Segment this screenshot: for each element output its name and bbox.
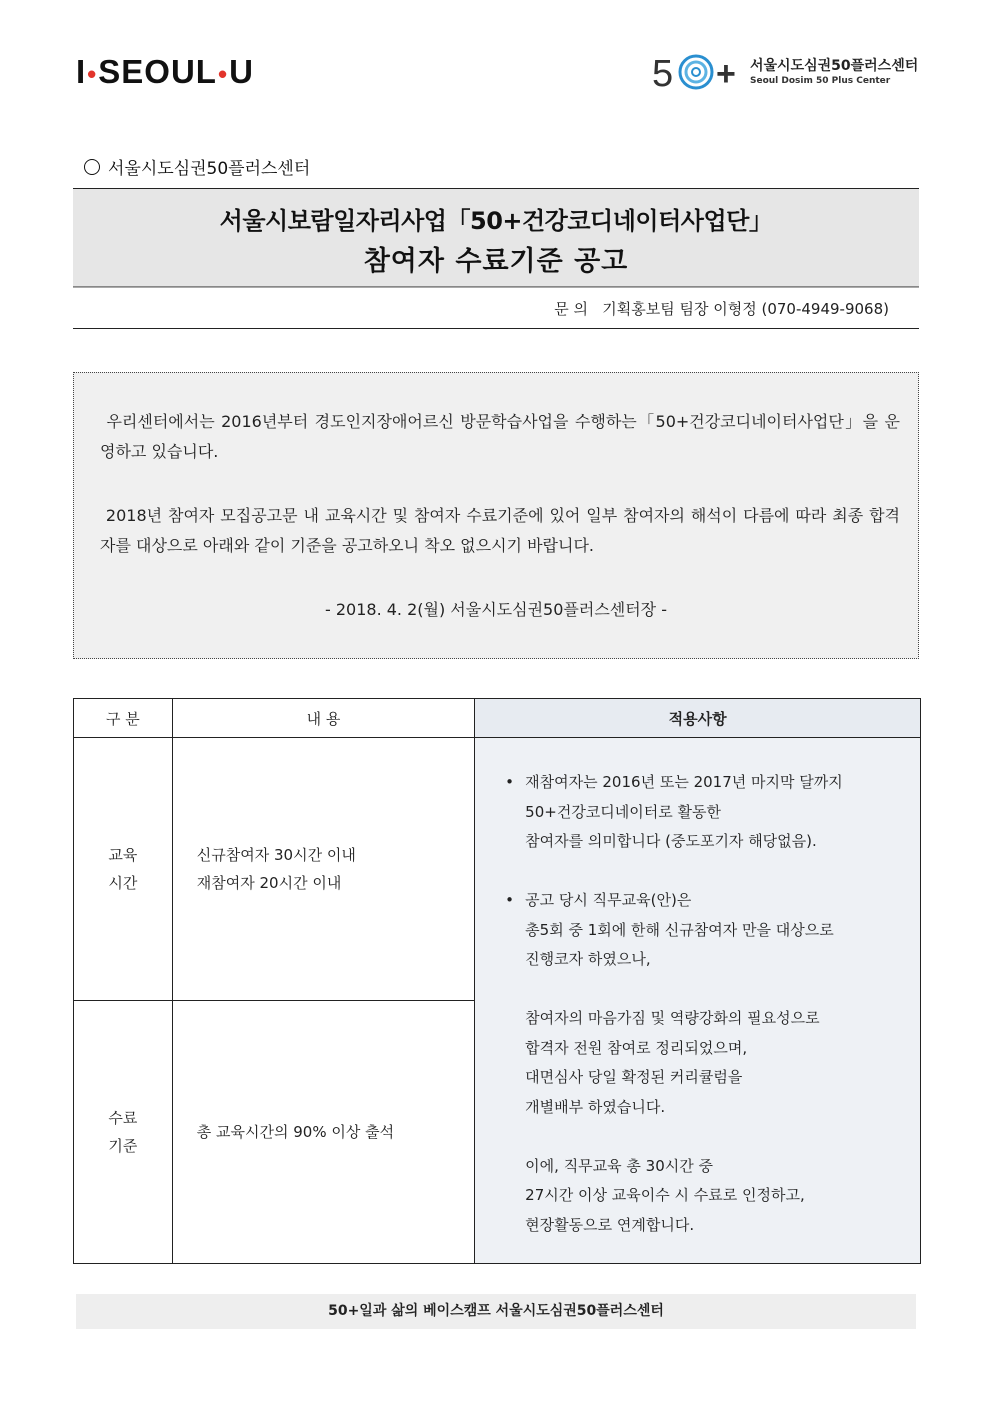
table-header-row [74,699,921,738]
category-text: 수료 [108,1109,138,1127]
logo-part-i: I [76,53,87,90]
content-cell [172,738,474,1001]
bullet-icon: • [505,891,515,909]
inquiry-contact: 문 의 기획홍보팀 팀장 이형정 (070-4949-9068) [554,300,889,318]
svg-text:5: 5 [652,53,674,94]
category-text: 교육 [108,846,138,864]
title-line-1: 서울시보람일자리사업「50+건강코디네이터사업단」 [219,207,773,235]
bullet-icon: • [505,773,515,791]
footer-tagline: 50+일과 삶의 베이스캠프 서울시도심권50플러스센터 [76,1294,916,1329]
list-item [505,1004,920,1122]
logo-dot-icon: • [87,59,98,90]
apply-line: 개별배부 하였습니다. [525,1097,666,1116]
apply-line: 참여자의 마음가짐 및 역량강화의 필요성으로 [525,1009,820,1027]
title-box [73,188,919,287]
apply-line: 참여자를 의미합니다 (중도포기자 해당없음). [525,832,817,850]
header-content: 내 용 [172,699,474,738]
center-name-ko: 서울시도심권50플러스센터 [750,58,919,74]
logo-part-u: U [229,53,254,90]
list-item [505,768,920,857]
apply-line: 재참여자는 2016년 또는 2017년 마지막 달까지 [525,773,843,791]
apply-line: 총5회 중 1회에 한해 신규참여자 만을 대상으로 [525,920,834,939]
apply-line: 27시간 이상 교육이수 시 수료로 인정하고, [525,1186,805,1204]
apply-line: 50+건강코디네이터로 활동한 [525,802,721,821]
criteria-table [73,698,921,1264]
content-cell [172,1001,474,1264]
apply-cell [475,738,921,1264]
content-text: 총 교육시간의 90% 이상 출석 [196,1123,395,1141]
category-text: 시간 [108,874,138,892]
center-name-en: Seoul Dosim 50 Plus Center [750,76,891,86]
svg-text:+: + [716,55,736,93]
apply-line: 합격자 전원 참여로 정리되었으며, [525,1038,748,1057]
logo-dot-icon: • [217,59,229,90]
content-text: 재참여자 20시간 이내 [196,874,342,892]
fifty-plus-logo-icon [652,50,744,94]
category-cell [74,1001,173,1264]
notice-box [73,372,919,659]
inquiry-row [73,287,919,329]
apply-line: 공고 당시 직무교육(안)은 [525,891,692,909]
content-text: 신규참여자 30시간 이내 [196,846,356,864]
logo-part-seoul: SEOUL [98,53,217,90]
apply-line: 진행코자 하였으나, [525,950,651,968]
notice-signature: - 2018. 4. 2(월) 서울시도심권50플러스센터장 - [325,600,667,619]
header-apply: 적용사항 [475,699,921,738]
list-item [505,886,920,975]
table-row [74,738,921,1001]
circle-bullet-icon [84,159,100,175]
apply-line: 이에, 직무교육 총 30시간 중 [525,1156,714,1175]
notice-paragraph-2: 2018년 참여자 모집공고문 내 교육시간 및 참여자 수료기준에 있어 일부 참여자의 해석이 다름에 따라 최종 합격자를 대상으로 아래와 같이 기준을 공고하오니 착오 없으시기 바랍니다. [100,506,900,555]
seoul-logo [76,52,254,94]
apply-line: 대면심사 당일 확정된 커리큘럼을 [525,1068,743,1086]
category-text: 기준 [108,1137,138,1155]
apply-line: 현장활동으로 연계합니다. [525,1215,695,1234]
apply-list [505,768,920,1240]
center-logo [652,50,922,94]
header-category: 구 분 [74,699,173,738]
org-line [84,154,310,179]
title-line-2: 참여자 수료기준 공고 [363,246,629,277]
category-cell [74,738,173,1001]
notice-paragraph-1: 우리센터에서는 2016년부터 경도인지장애어르신 방문학습사업을 수행하는「50+건강코디네이터사업단」을 운영하고 있습니다. [100,412,900,461]
org-name: 서울시도심권50플러스센터 [108,159,311,179]
list-item [505,1152,920,1241]
